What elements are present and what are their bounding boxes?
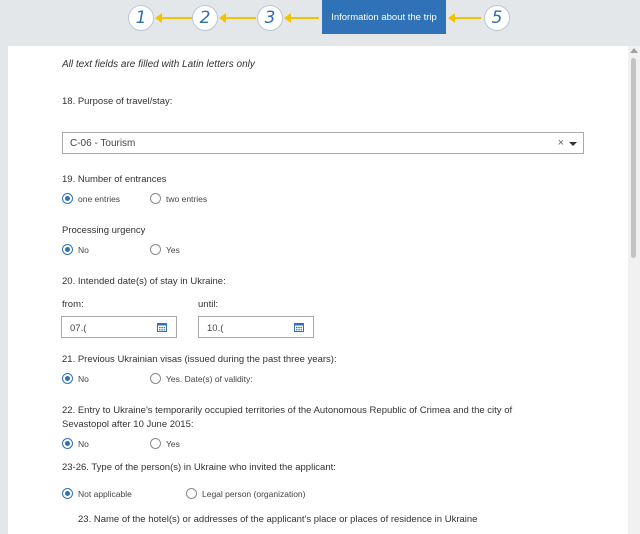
radio-not-applicable[interactable] [62,488,73,499]
occupied-yes-label: Yes [166,439,180,449]
radio-two-entries[interactable] [150,193,161,204]
arrow-left-icon [454,17,481,19]
urgency-yes-label: Yes [166,245,180,255]
clear-icon[interactable]: × [557,137,564,149]
step-5[interactable]: 5 [484,5,510,31]
purpose-label: 18. Purpose of travel/stay: [62,96,173,107]
entrances-label: 19. Number of entrances [62,174,167,185]
radio-legal-person[interactable] [186,488,197,499]
until-date-value: 10.( [207,323,224,334]
from-label: from: [62,299,84,310]
visas-no-label: No [78,374,89,384]
previous-visas-label: 21. Previous Ukrainian visas (issued during the past three years): [62,354,337,365]
visas-yes-label: Yes. Date(s) of validity: [166,374,253,384]
step-2[interactable]: 2 [192,5,218,31]
radio-occupied-no[interactable] [62,438,73,449]
step-4-active: Information about the trip [322,0,446,34]
calendar-icon[interactable] [157,322,167,332]
hotel-label: 23. Name of the hotel(s) or addresses of the applicant's place or places of residence in Ukraine [78,514,478,525]
radio-one-entries[interactable] [62,193,73,204]
radio-occupied-yes[interactable] [150,438,161,449]
legal-person-label: Legal person (organization) [202,489,306,499]
urgency-no-label: No [78,245,89,255]
purpose-value: C-06 - Tourism [70,138,136,149]
not-applicable-label: Not applicable [78,489,132,499]
scroll-thumb[interactable] [631,58,636,258]
urgency-label: Processing urgency [62,225,146,236]
scroll-up-icon[interactable] [630,48,638,53]
two-entries-label: two entries [166,194,208,204]
chevron-down-icon[interactable] [569,142,577,146]
occupied-no-label: No [78,439,89,449]
arrow-left-icon [225,17,256,19]
one-entries-label: one entries [78,194,121,204]
step-3[interactable]: 3 [257,5,283,31]
latin-note: All text fields are filled with Latin letters only [62,59,255,70]
inviter-label: 23-26. Type of the person(s) in Ukraine who invited the applicant: [62,462,336,473]
radio-visas-yes[interactable] [150,373,161,384]
occupied-label-line2: Sevastopol after 10 June 2015: [62,419,194,430]
step-1[interactable]: 1 [128,5,154,31]
wizard-stepper [0,0,640,36]
from-date-value: 07.( [70,323,87,334]
arrow-left-icon [290,17,319,19]
scrollbar[interactable] [628,46,640,534]
occupied-label-line1: 22. Entry to Ukraine's temporarily occupied territories of the Autonomous Republic of Crimea and the city of [62,405,513,416]
radio-urgency-yes[interactable] [150,244,161,255]
radio-visas-no[interactable] [62,373,73,384]
trip-info-form [8,46,628,534]
purpose-select[interactable] [62,132,584,154]
radio-urgency-no[interactable] [62,244,73,255]
arrow-left-icon [161,17,192,19]
until-date-input[interactable] [198,316,314,338]
calendar-icon[interactable] [294,322,304,332]
dates-label: 20. Intended date(s) of stay in Ukraine: [62,276,226,287]
from-date-input[interactable] [61,316,177,338]
until-label: until: [198,299,219,310]
